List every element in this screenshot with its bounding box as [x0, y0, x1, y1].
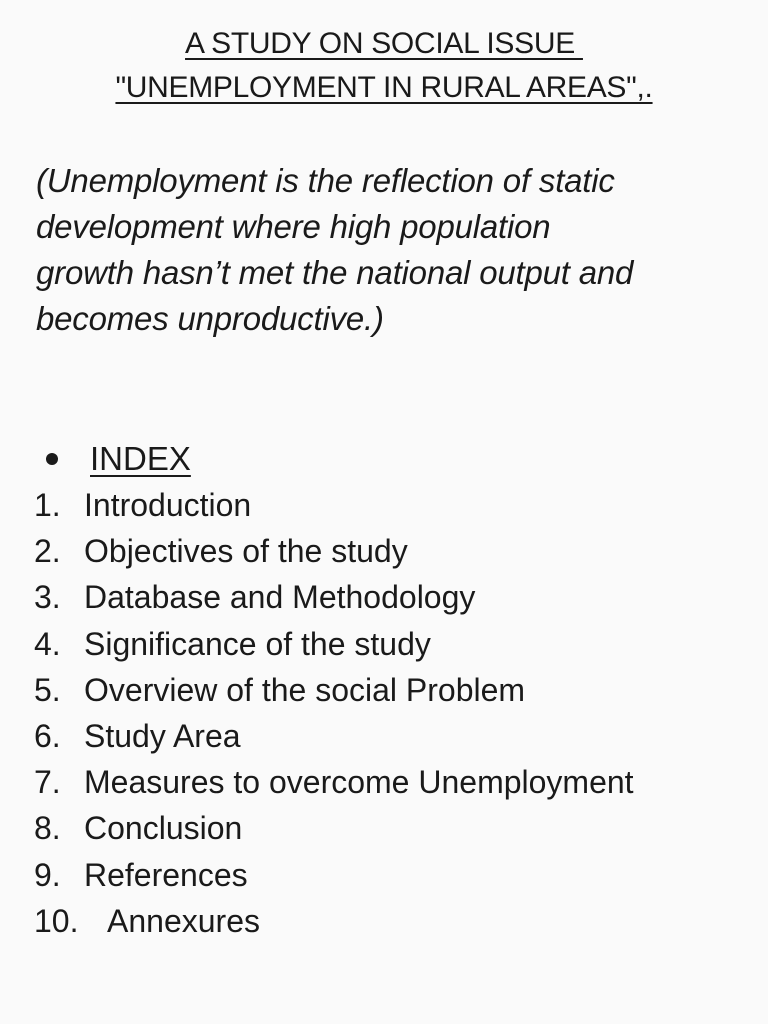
index-item — [34, 528, 634, 574]
index-item-number: 5. — [34, 671, 61, 708]
index-item — [34, 713, 634, 759]
quote-line: becomes unproductive.) — [36, 300, 384, 337]
index-item-number: 6. — [34, 717, 61, 754]
index-item-label: Measures to overcome Unemployment — [84, 764, 634, 801]
index-item-label: Objectives of the study — [84, 533, 408, 570]
index-item-number: 2. — [34, 533, 61, 570]
index-item-number: 4. — [34, 625, 61, 662]
index-item — [34, 759, 634, 805]
index-item-label: Annexures — [107, 902, 260, 939]
index-item-label: Study Area — [84, 717, 241, 754]
index-list — [34, 482, 634, 944]
index-item — [34, 621, 634, 667]
index-item-label: Overview of the social Problem — [84, 671, 526, 708]
index-item — [34, 898, 634, 944]
index-item-number: 7. — [34, 764, 61, 801]
index-item-label: References — [84, 856, 248, 893]
index-item — [34, 852, 634, 898]
index-item-number: 9. — [34, 856, 61, 893]
index-item-label: Introduction — [84, 487, 252, 523]
title-text-1: A STUDY ON SOCIAL ISSUE — [185, 27, 583, 60]
index-item-label: Database and Methodology — [84, 579, 476, 616]
index-item — [34, 482, 634, 528]
index-item — [34, 805, 634, 851]
quote-line: (Unemployment is the reflection of static — [36, 162, 615, 199]
index-item-number: 10. — [34, 902, 79, 939]
quote-line: growth hasn’t met the national output and — [36, 254, 634, 291]
bullet-icon — [46, 453, 58, 465]
quote-paragraph — [36, 158, 756, 342]
index-item — [34, 574, 634, 620]
quote-line: development where high population — [36, 208, 551, 245]
index-item-number: 3. — [34, 579, 61, 616]
index-heading — [46, 436, 191, 482]
index-item — [34, 667, 634, 713]
index-heading-label: INDEX — [90, 440, 191, 477]
document-title-line-2 — [0, 66, 768, 110]
index-item-number: 1. — [34, 487, 61, 523]
index-item-label: Conclusion — [84, 810, 243, 847]
document-title-line-1 — [0, 22, 768, 66]
index-item-number: 8. — [34, 810, 61, 847]
index-item-label: Significance of the study — [84, 625, 431, 662]
title-text-2: "UNEMPLOYMENT IN RURAL AREAS",. — [115, 71, 653, 104]
